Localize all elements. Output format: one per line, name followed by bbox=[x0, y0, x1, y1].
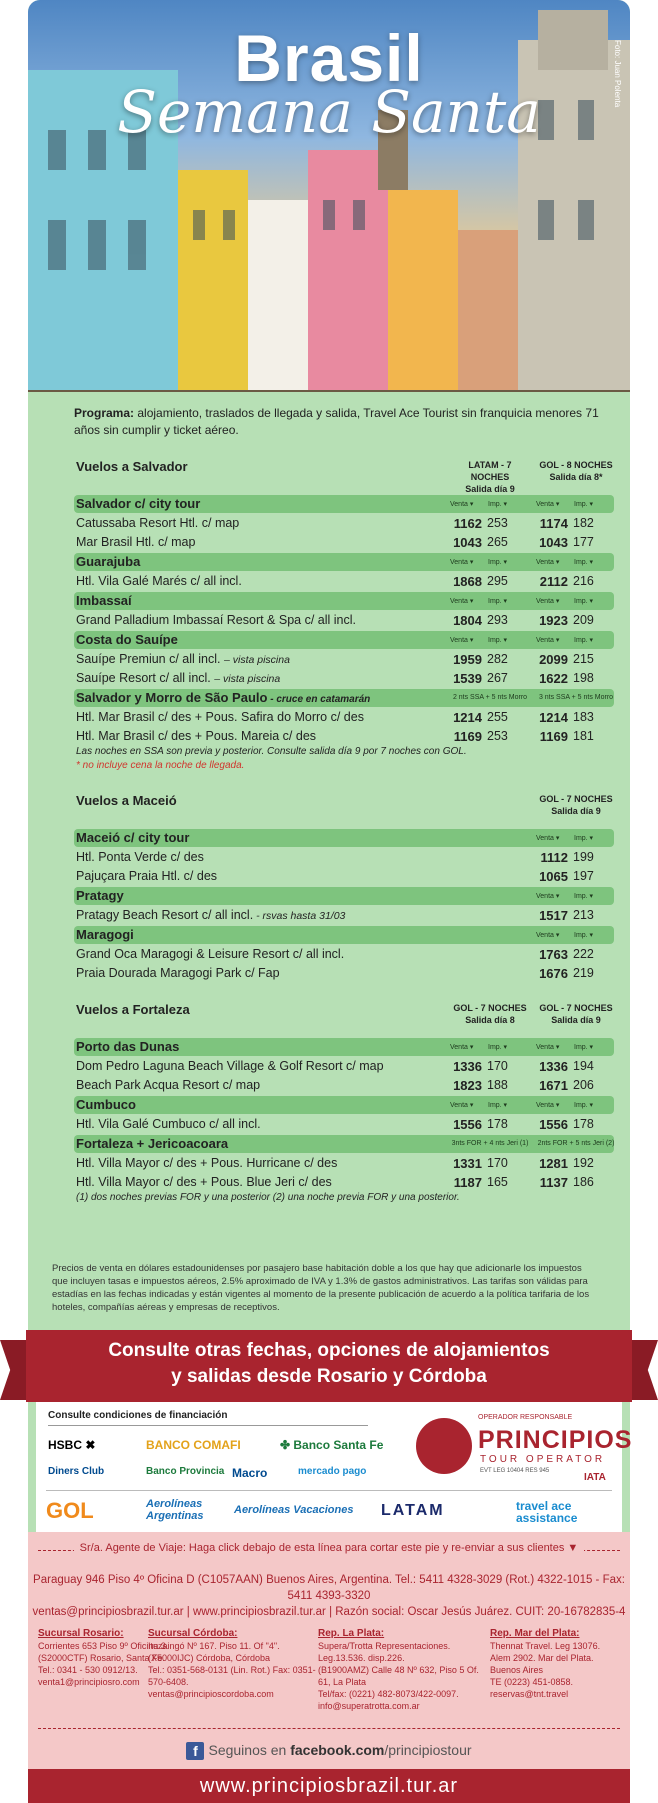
column-tag: Venta ▾ bbox=[450, 1044, 474, 1051]
price-sale: 1556 bbox=[539, 1117, 568, 1132]
branch-la-plata: Rep. La Plata: Supera/Trotta Representaciones. Leg.13.536. disp.226. (B1900AMZ) Calle 48 Nº 632, Piso 5 Of. 61, La Plata Tel/fax: (0221) 482-8073/422-0097. info@superatrotta.com.ar bbox=[318, 1628, 479, 1711]
red-note: * no incluye cena la noche de llegada. bbox=[76, 760, 245, 771]
price-sale: 1959 bbox=[453, 652, 482, 667]
branch-cordoba: Sucursal Córdoba: Ituzaingó Nº 167. Piso 11. Of "4". (X5000IJC) Córdoba, Córdoba Tel.: 0351-568-0131 (Lin. Rot.) Fax: 0351-570-6408. ventas@principioscordoba.com bbox=[148, 1628, 316, 1699]
gol-logo: GOL bbox=[46, 1498, 94, 1523]
category-name: Costa do Sauípe bbox=[76, 632, 178, 647]
legal-text: Precios de venta en dólares estadounidenses por pasajero base habitación doble a los que hay que adicionarle los impuestos que incluyen tasas e impuestos aéreos, 2.5% aproximado de IVA y 1.3% de gastos administrativos. Las tarifas son válidas para estadías en las fechas indicadas y están vigentes al momento de la presente publicación de acuerdo a la política tarifaria de los hoteles, compañías aéreas y empresas de receptivos. bbox=[52, 1263, 590, 1313]
category-band bbox=[74, 1038, 614, 1056]
hero-photo bbox=[28, 0, 630, 392]
category-name: Pratagy bbox=[76, 888, 124, 903]
price-tax: 182 bbox=[573, 516, 594, 530]
column-tag: Venta ▾ bbox=[536, 598, 560, 605]
column-tag: Venta ▾ bbox=[536, 637, 560, 644]
price-sale: 1517 bbox=[539, 908, 568, 923]
column-tag: Venta ▾ bbox=[536, 1102, 560, 1109]
table-row bbox=[74, 532, 614, 551]
nights-tag: 2nts FOR + 5 nts Jeri (2) bbox=[537, 1140, 615, 1147]
price-tax: 265 bbox=[487, 535, 508, 549]
main-content bbox=[74, 405, 614, 1223]
table-row bbox=[74, 1114, 614, 1133]
column-tag: Imp. ▾ bbox=[574, 1102, 594, 1109]
price-tax: 206 bbox=[573, 1078, 594, 1092]
table-row bbox=[74, 963, 614, 982]
column-tag: Imp. ▾ bbox=[574, 559, 594, 566]
column-tag: Venta ▾ bbox=[536, 559, 560, 566]
column-tag: Imp. ▾ bbox=[574, 501, 594, 508]
table-row bbox=[74, 866, 614, 885]
hotel-name: Pajuçara Praia Htl. c/ des bbox=[76, 869, 218, 883]
santafe-logo: ✤ Banco Santa Fe bbox=[280, 1438, 384, 1452]
column-tag: Imp. ▾ bbox=[488, 559, 508, 566]
column-tag: Imp. ▾ bbox=[574, 835, 594, 842]
section-1 bbox=[74, 791, 614, 982]
column-tag: Venta ▾ bbox=[450, 1102, 474, 1109]
price-tax: 192 bbox=[573, 1156, 594, 1170]
aerolineas-logo: Aerolíneas Argentinas bbox=[146, 1498, 204, 1522]
financing-label: Consulte condiciones de financiación bbox=[48, 1410, 228, 1421]
column-tag: Imp. ▾ bbox=[574, 598, 594, 605]
table-row bbox=[74, 571, 614, 590]
category-band bbox=[74, 553, 614, 571]
price-sale: 1923 bbox=[539, 613, 568, 628]
price-tax: 216 bbox=[573, 574, 594, 588]
table-row bbox=[74, 1056, 614, 1075]
price-tax: 199 bbox=[573, 850, 594, 864]
table-row bbox=[74, 1075, 614, 1094]
price-sale: 1214 bbox=[539, 710, 568, 725]
table-row bbox=[74, 847, 614, 866]
hotel-name: Grand Palladium Imbassaí Resort & Spa c/ all incl. bbox=[76, 613, 356, 627]
price-sale: 1622 bbox=[539, 671, 568, 686]
category-name: Cumbuco bbox=[76, 1097, 136, 1112]
latam-logo: LATAM bbox=[381, 1502, 445, 1519]
price-tax: 215 bbox=[573, 652, 594, 666]
price-tax: 219 bbox=[573, 966, 594, 980]
divider bbox=[46, 1490, 612, 1491]
hotel-name: Catussaba Resort Htl. c/ map bbox=[76, 516, 240, 530]
table-row bbox=[74, 726, 614, 745]
price-sale: 1162 bbox=[453, 516, 482, 531]
column-tag: Imp. ▾ bbox=[488, 598, 508, 605]
price-tax: 267 bbox=[487, 671, 508, 685]
price-sale: 1331 bbox=[453, 1156, 482, 1171]
divider bbox=[48, 1425, 368, 1426]
hotel-name: Htl. Mar Brasil c/ des + Pous. Mareia c/ des bbox=[76, 729, 317, 743]
column-tag: Imp. ▾ bbox=[488, 637, 508, 644]
hotel-name: Grand Oca Maragogi & Leisure Resort c/ all incl. bbox=[76, 947, 345, 961]
hotel-name: Htl. Ponta Verde c/ des bbox=[76, 850, 204, 864]
table-row bbox=[74, 649, 614, 668]
category-band bbox=[74, 887, 614, 905]
category-band bbox=[74, 495, 614, 513]
price-tax: 181 bbox=[573, 729, 594, 743]
price-sale: 1112 bbox=[540, 850, 568, 865]
price-sale: 2112 bbox=[539, 574, 568, 589]
column-header: LATAM - 7 NOCHES Salida día 9 bbox=[465, 460, 515, 494]
category-band bbox=[74, 1135, 614, 1153]
price-sale: 1868 bbox=[453, 574, 482, 589]
table-row bbox=[74, 1172, 614, 1191]
agent-footer bbox=[28, 1532, 630, 1803]
hotel-name: Htl. Mar Brasil c/ des + Pous. Safira do Morro c/ des bbox=[76, 710, 364, 724]
nights-tag: 2 nts SSA + 5 nts Morro bbox=[452, 694, 528, 701]
price-sale: 1823 bbox=[453, 1078, 482, 1093]
column-tag: Venta ▾ bbox=[536, 835, 560, 842]
hotel-name: Pratagy Beach Resort c/ all incl. - rsvas hasta 31/03 bbox=[76, 908, 346, 922]
category-name: Salvador y Morro de São Paulo - cruce en catamarán bbox=[76, 690, 371, 705]
hotel-name: Mar Brasil Htl. c/ map bbox=[76, 535, 196, 549]
column-tag: Venta ▾ bbox=[536, 501, 560, 508]
hotel-name: Beach Park Acqua Resort c/ map bbox=[76, 1078, 261, 1092]
price-tax: 178 bbox=[573, 1117, 594, 1131]
price-tax: 186 bbox=[573, 1175, 594, 1189]
principios-logo: OPERADOR RESPONSABLE PRINCIPIOS TOUR OPERATOR EVT LEG 10404 RES 945 IATA bbox=[416, 1410, 616, 1486]
price-tax: 177 bbox=[573, 535, 594, 549]
column-tag: Imp. ▾ bbox=[574, 1044, 594, 1051]
column-header: GOL - 7 NOCHES Salida día 9 bbox=[539, 1003, 613, 1025]
price-sale: 1065 bbox=[539, 869, 568, 884]
facebook-icon: f bbox=[186, 1742, 204, 1760]
macro-logo: Macro bbox=[232, 1466, 268, 1480]
hotel-name: Sauípe Resort c/ all incl. – vista piscina bbox=[76, 671, 281, 685]
price-sale: 1539 bbox=[453, 671, 482, 686]
column-tag: Venta ▾ bbox=[450, 501, 474, 508]
column-tag: Imp. ▾ bbox=[574, 932, 594, 939]
price-tax: 255 bbox=[487, 710, 508, 724]
section-header bbox=[74, 457, 614, 493]
facebook-link[interactable]: f Seguinos en facebook.com/principiostour bbox=[28, 1742, 630, 1760]
price-sale: 1671 bbox=[539, 1078, 568, 1093]
hero-subtitle: Semana Santa bbox=[117, 78, 541, 146]
section-title: Vuelos a Maceió bbox=[76, 793, 177, 808]
section-header bbox=[74, 1000, 614, 1036]
price-sale: 1187 bbox=[453, 1175, 482, 1190]
price-sale: 1169 bbox=[539, 729, 568, 744]
category-name: Maragogi bbox=[76, 927, 134, 942]
section-2 bbox=[74, 1000, 614, 1205]
price-sale: 1676 bbox=[539, 966, 568, 981]
diners-logo: Diners Club bbox=[48, 1466, 105, 1477]
table-row bbox=[74, 610, 614, 629]
column-tag: Imp. ▾ bbox=[488, 501, 508, 508]
section-title: Vuelos a Fortaleza bbox=[76, 1002, 190, 1017]
price-sale: 1336 bbox=[539, 1059, 568, 1074]
price-tax: 170 bbox=[487, 1156, 508, 1170]
price-sale: 1043 bbox=[453, 535, 482, 550]
photo-credit: Foto: Juan Polenta bbox=[613, 40, 622, 108]
column-header: GOL - 7 NOCHES Salida día 8 bbox=[453, 1003, 527, 1025]
column-tag: Venta ▾ bbox=[450, 637, 474, 644]
price-tax: 194 bbox=[573, 1059, 594, 1073]
column-tag: Venta ▾ bbox=[536, 893, 560, 900]
category-name: Imbassaí bbox=[76, 593, 132, 608]
price-sale: 1804 bbox=[453, 613, 482, 628]
price-sale: 1336 bbox=[453, 1059, 482, 1074]
price-tax: 253 bbox=[487, 516, 508, 530]
head-office-address: Paraguay 946 Piso 4º Oficina D (C1057AAN) Buenos Aires, Argentina. Tel.: 5411 4328-3029 (Rot.) 4322-1015 - Fax: 5411 4393-3320 ventas@principiosbrazil.tur.ar | www.principiosbrazil.tur.ar | Razón social: Oscar Jesús Juárez. CUIT: 20-16782835-4 bbox=[32, 1574, 626, 1618]
provincia-logo: Banco Provincia bbox=[146, 1466, 225, 1477]
price-sale: 1214 bbox=[453, 710, 482, 725]
travelace-logo: travel ace assistance bbox=[516, 1499, 578, 1525]
price-tax: 222 bbox=[573, 947, 594, 961]
hotel-name: Htl. Villa Mayor c/ des + Pous. Hurricane c/ des bbox=[76, 1156, 338, 1170]
price-sale: 1763 bbox=[539, 947, 568, 962]
price-sections bbox=[74, 457, 614, 1205]
sponsor-logos bbox=[36, 1402, 633, 1532]
price-tax: 295 bbox=[487, 574, 508, 588]
price-sale: 1174 bbox=[539, 516, 568, 531]
price-tax: 183 bbox=[573, 710, 594, 724]
price-tax: 178 bbox=[487, 1117, 508, 1131]
hotel-name: Praia Dourada Maragogi Park c/ Fap bbox=[76, 966, 280, 980]
category-name: Porto das Dunas bbox=[76, 1039, 180, 1054]
price-sale: 2099 bbox=[539, 652, 568, 667]
price-tax: 198 bbox=[573, 671, 594, 685]
category-name: Guarajuba bbox=[76, 554, 141, 569]
price-sale: 1169 bbox=[453, 729, 482, 744]
nights-tag: 3 nts SSA + 5 nts Morro bbox=[538, 694, 614, 701]
price-tax: 170 bbox=[487, 1059, 508, 1073]
table-row bbox=[74, 668, 614, 687]
price-tax: 188 bbox=[487, 1078, 508, 1092]
agent-note: Sr/a. Agente de Viaje: Haga click debajo de esta línea para cortar este pie y re-enviar a sus clientes ▼ bbox=[28, 1542, 630, 1554]
hotel-name: Dom Pedro Laguna Beach Village & Golf Resort c/ map bbox=[76, 1059, 384, 1073]
branch-rosario: Sucursal Rosario: Corrientes 653 Piso 9º Oficina 3. (S2000CTF) Rosario, Santa Fe. Tel.: 0341 - 530 0912/13. venta1@principiosro.com bbox=[38, 1628, 169, 1687]
comafi-logo: BANCO COMAFI bbox=[146, 1438, 241, 1452]
mercadopago-logo: mercado pago bbox=[298, 1466, 367, 1477]
price-sale: 1556 bbox=[453, 1117, 482, 1132]
website-link[interactable]: www.principiosbrazil.tur.ar bbox=[28, 1769, 630, 1803]
hotel-name: Htl. Vila Galé Cumbuco c/ all incl. bbox=[76, 1117, 261, 1131]
table-row bbox=[74, 944, 614, 963]
category-band bbox=[74, 689, 614, 707]
divider bbox=[38, 1728, 620, 1729]
category-name: Salvador c/ city tour bbox=[76, 496, 201, 511]
note: (1) dos noches previas FOR y una posterior (2) una noche previa FOR y una posterior. bbox=[76, 1192, 460, 1203]
branch-mar-del-plata: Rep. Mar del Plata: Thennat Travel. Leg 13076. Alem 2902. Mar del Plata. Buenos Aires TE (0223) 451-0858. reservas@tnt.travel bbox=[490, 1628, 601, 1699]
price-tax: 209 bbox=[573, 613, 594, 627]
column-tag: Venta ▾ bbox=[536, 1044, 560, 1051]
table-row bbox=[74, 905, 614, 924]
column-tag: Imp. ▾ bbox=[488, 1102, 508, 1109]
price-tax: 293 bbox=[487, 613, 508, 627]
category-name: Maceió c/ city tour bbox=[76, 830, 190, 845]
price-sale: 1043 bbox=[539, 535, 568, 550]
table-row bbox=[74, 707, 614, 726]
category-band bbox=[74, 829, 614, 847]
price-tax: 253 bbox=[487, 729, 508, 743]
section-title: Vuelos a Salvador bbox=[76, 459, 188, 474]
note: Las noches en SSA son previa y posterior. Consulte salida día 9 por 7 noches con GOL. bbox=[76, 746, 467, 757]
column-header: GOL - 7 NOCHES Salida día 9 bbox=[539, 794, 613, 816]
column-tag: Venta ▾ bbox=[450, 598, 474, 605]
hotel-name: Htl. Villa Mayor c/ des + Pous. Blue Jeri c/ des bbox=[76, 1175, 332, 1189]
column-tag: Venta ▾ bbox=[536, 932, 560, 939]
column-tag: Imp. ▾ bbox=[488, 1044, 508, 1051]
price-tax: 282 bbox=[487, 652, 508, 666]
category-band bbox=[74, 1096, 614, 1114]
principios-badge-icon bbox=[416, 1418, 472, 1474]
category-name: Fortaleza + Jericoacoara bbox=[76, 1136, 229, 1151]
table-row bbox=[74, 1153, 614, 1172]
hero-title: Brasil bbox=[234, 21, 424, 95]
hsbc-logo: HSBC ✖ bbox=[48, 1438, 96, 1452]
section-header bbox=[74, 791, 614, 827]
banner-text: Consulte otras fechas, opciones de alojamientos y salidas desde Rosario y Córdoba bbox=[108, 1340, 550, 1387]
category-band bbox=[74, 926, 614, 944]
price-sale: 1281 bbox=[539, 1156, 568, 1171]
category-band bbox=[74, 631, 614, 649]
table-row bbox=[74, 513, 614, 532]
price-tax: 213 bbox=[573, 908, 594, 922]
nights-tag: 3nts FOR + 4 nts Jeri (1) bbox=[451, 1140, 529, 1147]
column-tag: Venta ▾ bbox=[450, 559, 474, 566]
category-band bbox=[74, 592, 614, 610]
price-tax: 165 bbox=[487, 1175, 508, 1189]
programa-text: Programa: alojamiento, traslados de llegada y salida, Travel Ace Tourist sin franquicia menores 71 años sin cumplir y ticket aéreo. bbox=[74, 406, 599, 437]
column-header: GOL - 8 NOCHES Salida día 8* bbox=[539, 460, 613, 482]
hotel-name: Sauípe Premiun c/ all incl. – vista piscina bbox=[76, 652, 290, 666]
hotel-name: Htl. Vila Galé Marés c/ all incl. bbox=[76, 574, 242, 588]
aerolineas-vacaciones-logo: Aerolíneas Vacaciones bbox=[234, 1504, 354, 1516]
price-tax: 197 bbox=[573, 869, 594, 883]
promo-banner bbox=[0, 1330, 658, 1404]
price-sale: 1137 bbox=[539, 1175, 568, 1190]
column-tag: Imp. ▾ bbox=[574, 893, 594, 900]
column-tag: Imp. ▾ bbox=[574, 637, 594, 644]
section-0 bbox=[74, 457, 614, 773]
